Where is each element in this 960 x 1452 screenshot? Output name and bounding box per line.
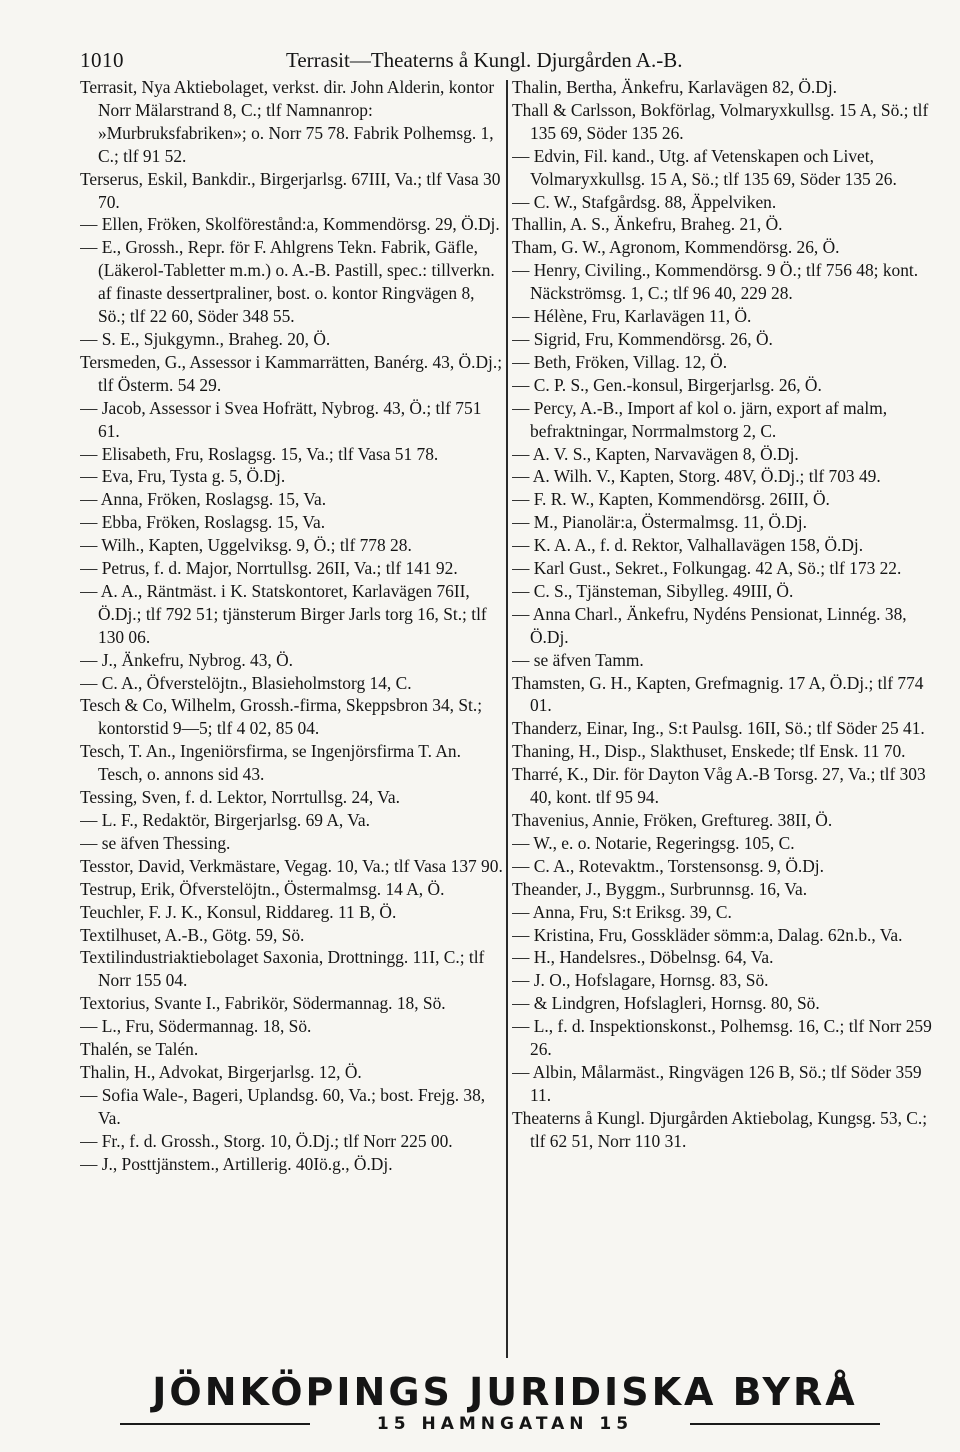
- directory-entry: — C. A., Öfverstelöjtn., Blasieholmstorg 14, C.: [80, 672, 412, 693]
- directory-entry: — Petrus, f. d. Major, Norrtullsg. 26II, Va.; tlf 141 92.: [80, 558, 458, 579]
- directory-entry: Thall & Carlsson, Bokförlag, Volmaryxkullsg. 15 A, Sö.; tlf 135 69, Söder 135 26.: [512, 99, 929, 143]
- directory-entry: Thaning, H., Disp., Slakthuset, Enskede; tlf Ensk. 11 70.: [512, 741, 906, 762]
- directory-entry: — se äfven Thessing.: [80, 832, 231, 853]
- running-head: [80, 48, 940, 78]
- directory-entry: Thalin, H., Advokat, Birgerjarlsg. 12, Ö.: [80, 1061, 362, 1082]
- advertisement-headline: JÖNKÖPINGS JURIDISKA BYRÅ: [152, 1370, 858, 1414]
- directory-entry: Tesstor, David, Verkmästare, Vegag. 10, Va.; tlf Vasa 137 90.: [80, 855, 503, 876]
- directory-entry: Textorius, Svante I., Fabrikör, Södermannag. 18, Sö.: [80, 993, 446, 1014]
- directory-entry: Thamsten, G. H., Kapten, Grefmagnig. 17 A, Ö.Dj.; tlf 774 01.: [512, 672, 924, 716]
- directory-entry: — Kristina, Fru, Gosskläder sömm:a, Dalag. 62n.b., Va.: [512, 924, 903, 945]
- directory-entry: — Sigrid, Fru, Kommendörsg. 26, Ö.: [512, 328, 773, 349]
- directory-entry: Testrup, Erik, Öfverstelöjtn., Östermalmsg. 14 A, Ö.: [80, 878, 445, 899]
- directory-entry: — S. E., Sjukgymn., Braheg. 20, Ö.: [80, 328, 331, 349]
- directory-entry: — Anna, Fru, S:t Eriksg. 39, C.: [512, 901, 732, 922]
- directory-entry: — L., f. d. Inspektionskonst., Polhemsg. 16, C.; tlf Norr 259 26.: [512, 1016, 932, 1060]
- directory-entry: — F. R. W., Kapten, Kommendörsg. 26III, Ö.: [512, 489, 830, 510]
- directory-entry: — C. S., Tjänsteman, Sibylleg. 49III, Ö.: [512, 580, 794, 601]
- directory-entry: Tharré, K., Dir. för Dayton Våg A.-B Torsg. 27, Va.; tlf 303 40, kont. tlf 95 94.: [512, 764, 926, 808]
- directory-entry: — A. Wilh. V., Kapten, Storg. 48V, Ö.Dj.; tlf 703 49.: [512, 466, 881, 487]
- directory-entry: — E., Grossh., Repr. för F. Ahlgrens Tekn. Fabrik, Gäfle, (Läkerol-Tabletter m.m.) o. A.-B. Pastill, spec.: tillverkn. af finaste dessertpraliner, bost. o. kontor Ringvägen 8, Sö.; tlf 22 60, Söder 348 55.: [80, 237, 495, 327]
- directory-entry: — K. A. A., f. d. Rektor, Valhallavägen 158, Ö.Dj.: [512, 535, 864, 556]
- directory-entry: — A. A., Räntmäst. i K. Statskontoret, Karlavägen 76II, Ö.Dj.; tlf 792 51; tjänsterum Birger Jarls torg 16, St.; tlf 130 06.: [80, 580, 487, 647]
- directory-entry: — C. A., Rotevaktm., Torstensonsg. 9, Ö.Dj.: [512, 855, 824, 876]
- directory-entry: — Hélène, Fru, Karlavägen 11, Ö.: [512, 306, 752, 327]
- directory-entry: Textilindustriaktiebolaget Saxonia, Drottningg. 11I, C.; tlf Norr 155 04.: [80, 947, 485, 991]
- directory-entry: Tesch, T. An., Ingeniörsfirma, se Ingenjörsfirma T. An. Tesch, o. annons sid 43.: [80, 741, 461, 785]
- directory-entry: — J. O., Hofslagare, Hornsg. 83, Sö.: [512, 970, 769, 991]
- directory-entry: — Ellen, Fröken, Skolförestånd:a, Kommendörsg. 29, Ö.Dj.: [80, 214, 500, 235]
- directory-entry: Thallin, A. S., Änkefru, Braheg. 21, Ö.: [512, 214, 783, 235]
- directory-entry: Textilhuset, A.-B., Götg. 59, Sö.: [80, 924, 305, 945]
- directory-entry: — Henry, Civiling., Kommendörsg. 9 Ö.; tlf 756 48; kont. Näckströmsg. 1, C.; tlf 96 40, 229 28.: [512, 260, 919, 304]
- directory-entry: Theaterns å Kungl. Djurgården Aktiebolag, Kungsg. 53, C.; tlf 62 51, Norr 110 31.: [512, 1107, 928, 1151]
- directory-entry: — L. F., Redaktör, Birgerjarlsg. 69 A, Va.: [80, 810, 370, 830]
- directory-entry: — Sofia Wale-, Bageri, Uplandsg. 60, Va.; bost. Frejg. 38, Va.: [80, 1084, 486, 1128]
- advertisement-address: 15 HAMNGATAN 15: [376, 1414, 634, 1434]
- directory-entry: — Elisabeth, Fru, Roslagsg. 15, Va.; tlf Vasa 51 78.: [80, 443, 439, 464]
- directory-entry: Tessing, Sven, f. d. Lektor, Norrtullsg. 24, Va.: [80, 787, 400, 808]
- directory-entry: Tersmeden, G., Assessor i Kammarrätten, Banérg. 43, Ö.Dj.; tlf Österm. 54 29.: [80, 351, 503, 395]
- directory-entry: Theander, J., Byggm., Surbrunnsg. 16, Va.: [512, 878, 808, 899]
- left-column: [80, 76, 504, 1366]
- right-column: [512, 76, 940, 1366]
- directory-entry: Thanderz, Einar, Ing., S:t Paulsg. 16II, Sö.; tlf Söder 25 41.: [512, 718, 925, 739]
- directory-entry: — Percy, A.-B., Import af kol o. järn, export af malm, befraktningar, Norrmalmstorg 2, C.: [512, 397, 888, 441]
- directory-entry: Tham, G. W., Agronom, Kommendörsg. 26, Ö.: [512, 237, 840, 258]
- directory-entry: Terserus, Eskil, Bankdir., Birgerjarlsg. 67III, Va.; tlf Vasa 30 70.: [80, 168, 501, 212]
- page-number: 1010: [80, 48, 124, 72]
- directory-entry: Thalén, se Talén.: [80, 1039, 199, 1060]
- directory-entry: Thavenius, Annie, Fröken, Greftureg. 38II, Ö.: [512, 810, 833, 830]
- directory-entry: — & Lindgren, Hofslagleri, Hornsg. 80, Sö.: [512, 993, 820, 1014]
- directory-entry: — C. W., Stafgårdsg. 88, Äppelviken.: [512, 191, 777, 212]
- directory-entry: — Wilh., Kapten, Uggelviksg. 9, Ö.; tlf 778 28.: [80, 535, 412, 556]
- directory-entry: — W., e. o. Notarie, Regeringsg. 105, C.: [512, 832, 795, 853]
- column-divider: [506, 80, 508, 1358]
- directory-entry: — Albin, Målarmäst., Ringvägen 126 B, Sö.; tlf Söder 359 11.: [512, 1061, 922, 1105]
- directory-entry: — Beth, Fröken, Villag. 12, Ö.: [512, 351, 728, 372]
- directory-entry: — Anna Charl., Änkefru, Nydéns Pensionat, Linnég. 38, Ö.Dj.: [512, 603, 907, 647]
- directory-entry: — Anna, Fröken, Roslagsg. 15, Va.: [80, 489, 327, 510]
- directory-entry: Thalin, Bertha, Änkefru, Karlavägen 82, Ö.Dj.: [512, 77, 838, 97]
- directory-entry: — Eva, Fru, Tysta g. 5, Ö.Dj.: [80, 466, 286, 487]
- directory-entry: — J., Änkefru, Nybrog. 43, Ö.: [80, 649, 294, 670]
- directory-columns: [80, 76, 950, 1366]
- advertisement-banner: [90, 1370, 920, 1450]
- directory-entry: — L., Fru, Södermannag. 18, Sö.: [80, 1016, 312, 1037]
- directory-entry: — C. P. S., Gen.-konsul, Birgerjarlsg. 26, Ö.: [512, 374, 822, 395]
- directory-entry: — M., Pianolär:a, Östermalmsg. 11, Ö.Dj.: [512, 512, 807, 533]
- advertisement-rule-right: [690, 1423, 880, 1425]
- directory-entry: — se äfven Tamm.: [512, 649, 644, 670]
- directory-entry: — Jacob, Assessor i Svea Hofrätt, Nybrog. 43, Ö.; tlf 751 61.: [80, 397, 482, 441]
- directory-entry: Teuchler, F. J. K., Konsul, Riddareg. 11 B, Ö.: [80, 901, 397, 922]
- directory-entry: — Karl Gust., Sekret., Folkungag. 42 A, Sö.; tlf 173 22.: [512, 558, 902, 579]
- directory-entry: Tesch & Co, Wilhelm, Grossh.-firma, Skeppsbron 34, St.; kontorstid 9—5; tlf 4 02, 85 04.: [80, 695, 483, 739]
- directory-entry: Terrasit, Nya Aktiebolaget, verkst. dir. John Alderin, kontor Norr Mälarstrand 8, C.; tlf Namnanrop: »Murbruksfabriken»; o. Norr 75 78. Fabrik Polhemsg. 1, C.; tlf 91 52.: [80, 77, 495, 166]
- directory-entry: — Ebba, Fröken, Roslagsg. 15, Va.: [80, 512, 326, 533]
- directory-entry: — J., Posttjänstem., Artillerig. 40Iö.g., Ö.Dj.: [80, 1153, 393, 1174]
- directory-entry: — Fr., f. d. Grossh., Storg. 10, Ö.Dj.; tlf Norr 225 00.: [80, 1130, 453, 1151]
- directory-entry: — A. V. S., Kapten, Narvavägen 8, Ö.Dj.: [512, 443, 799, 464]
- directory-entry: — H., Handelsres., Döbelnsg. 64, Va.: [512, 947, 774, 968]
- directory-entry: — Edvin, Fil. kand., Utg. af Vetenskapen och Livet, Volmaryxkullsg. 15 A, Sö.; tlf 135 69, Söder 135 26.: [512, 145, 897, 189]
- page-title: Terrasit—Theaterns å Kungl. Djurgården A.-B.: [286, 48, 683, 72]
